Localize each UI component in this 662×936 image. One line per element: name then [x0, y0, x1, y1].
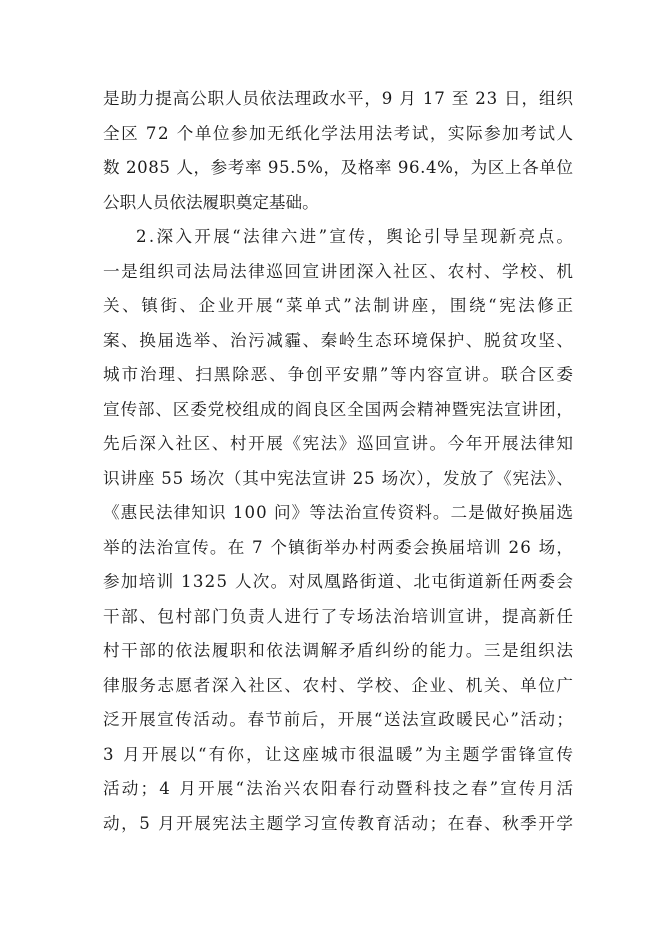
text-line: 是助力提高公职人员依法理政水平，9 月 17 至 23 日，组织: [103, 89, 574, 108]
text-line: 2.深入开展“法律六进”宣传，舆论引导呈现新亮点。: [136, 227, 576, 246]
text-line: 《惠民法律知识 100 问》等法治宣传资料。二是做好换届选: [103, 503, 575, 522]
text-line: 先后深入社区、村开展《宪法》巡回宣讲。今年开展法律知: [103, 434, 575, 453]
text-line: 案、换届选举、治污减霾、秦岭生态环境保护、脱贫攻坚、: [103, 330, 575, 350]
text-line: 举的法治宣传。在 7 个镇街举办村两委会换届培训 26 场，: [103, 537, 575, 557]
text-line: 参加培训 1325 人次。对凤凰路街道、北屯街道新任两委会: [103, 572, 575, 591]
text-line: 村干部的依法履职和依法调解矛盾纠纷的能力。三是组织法: [103, 641, 575, 660]
text-line: 活动；4 月开展“法治兴农阳春行动暨科技之春”宣传月活: [103, 779, 576, 798]
text-line: 律服务志愿者深入社区、农村、学校、企业、机关、单位广: [103, 675, 575, 695]
text-line: 3 月开展以“有你，让这座城市很温暖”为主题学雷锋宣传: [103, 744, 576, 764]
text-line: 泛开展宣传活动。春节前后，开展“送法宣政暖民心”活动；: [103, 710, 575, 729]
text-line: 城市治理、扫黑除恶、争创平安鼎”等内容宣讲。联合区委: [103, 365, 575, 384]
text-line: 干部、包村部门负责人进行了专场法治培训宣讲，提高新任: [103, 606, 575, 626]
text-line: 全区 72 个单位参加无纸化学法用法考试，实际参加考试人: [103, 123, 575, 143]
text-line: 识讲座 55 场次（其中宪法宣讲 25 场次），发放了《宪法》、: [103, 468, 574, 488]
body-text: [103, 82, 576, 841]
text-line: 动，5 月开展宪法主题学习宣传教育活动；在春、秋季开学: [103, 813, 575, 833]
text-line: 宣传部、区委党校组成的阎良区全国两会精神暨宪法宣讲团，: [103, 399, 574, 419]
text-line: 一是组织司法局法律巡回宣讲团深入社区、农村、学校、机: [103, 261, 575, 281]
text-line: 数 2085 人，参考率 95.5%，及格率 96.4%，为区上各单位: [103, 158, 574, 177]
text-line: 关、镇街、企业开展“菜单式”法制讲座，围绕“宪法修正: [103, 296, 576, 315]
text-line: 公职人员依法履职奠定基础。: [103, 192, 319, 212]
